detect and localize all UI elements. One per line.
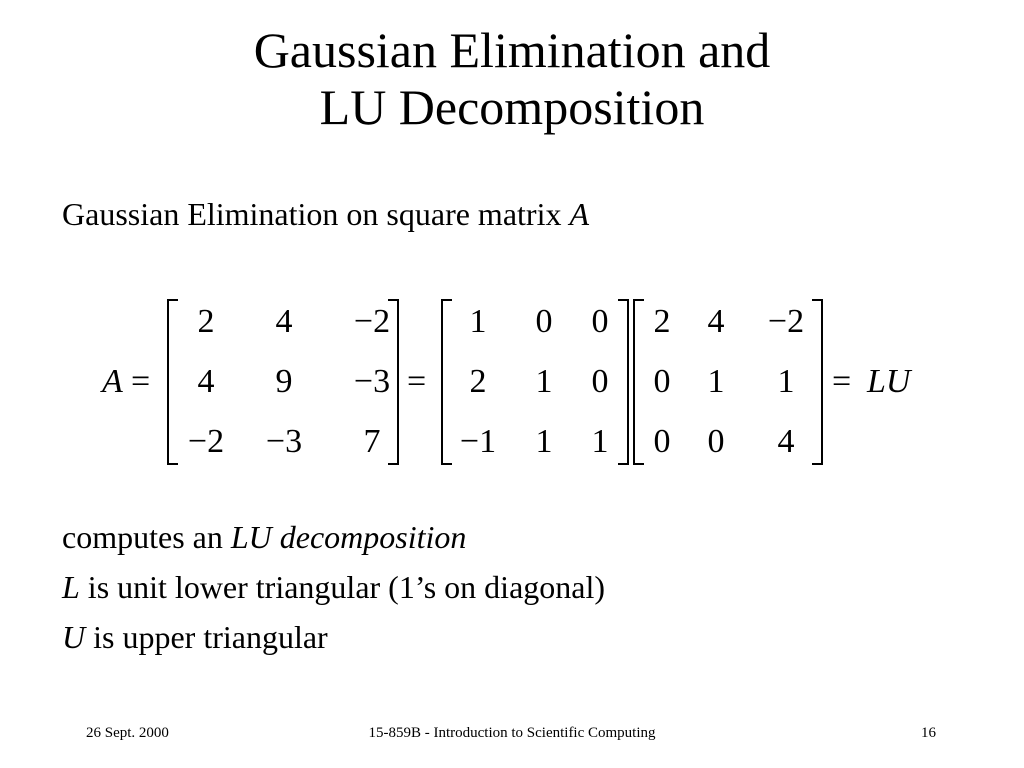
title-line-2: LU Decomposition (319, 79, 705, 135)
slide-title (0, 22, 1024, 136)
matrix-l-cell: 1 (591, 423, 609, 460)
matrix-l-cell: 2 (469, 363, 487, 400)
matrix-a-cell: −3 (353, 363, 391, 400)
matrix-l-cell: 0 (591, 303, 609, 340)
matrix-u-cell: 1 (707, 363, 725, 400)
matrix-a-cell: −2 (353, 303, 391, 340)
lu-equation (0, 298, 1024, 466)
equals-sign-3: = (832, 363, 852, 400)
matrix-u-cell: 4 (707, 303, 725, 340)
intro-variable: A (569, 196, 589, 232)
matrix-a-cell: −3 (265, 423, 303, 460)
line2-variable: L (62, 569, 80, 605)
matrix-u (632, 298, 824, 466)
matrix-l-cell: 1 (535, 423, 553, 460)
matrix-a-cell: 7 (363, 423, 381, 460)
matrix-u-cell: 0 (653, 363, 671, 400)
matrix-l-cell: 0 (591, 363, 609, 400)
equals-sign-1: = (131, 363, 151, 400)
matrix-a-cell: 4 (197, 363, 215, 400)
matrix-l-cell: 1 (469, 303, 487, 340)
equation-rhs: LU (867, 363, 911, 400)
matrix-u-cell: −2 (767, 303, 805, 340)
line2-text: is unit lower triangular (1’s on diagonal) (79, 569, 606, 605)
matrix-u-cell: 2 (653, 303, 671, 340)
explanation-lines (62, 512, 605, 662)
line1-italic: LU decomposition (230, 519, 467, 555)
equation-lhs: A (102, 363, 123, 400)
footer-course: 15-859B - Introduction to Scientific Computing (368, 725, 656, 741)
matrix-a-cell: 2 (197, 303, 215, 340)
matrix-a-cell: 9 (275, 363, 293, 400)
matrix-l-cell: 0 (535, 303, 553, 340)
explanation-line-2 (62, 562, 605, 612)
intro-text (62, 194, 589, 234)
explanation-line-3 (62, 612, 605, 662)
title-line-1: Gaussian Elimination and (253, 22, 771, 78)
matrix-l-cell: 1 (535, 363, 553, 400)
matrix-a (166, 298, 400, 466)
matrix-l (440, 298, 630, 466)
matrix-u-cell: 1 (777, 363, 795, 400)
equals-sign-2: = (407, 363, 427, 400)
line3-variable: U (62, 619, 86, 655)
matrix-a-cell: −2 (187, 423, 225, 460)
line1-text: computes an (62, 519, 231, 555)
explanation-line-1 (62, 512, 605, 562)
footer-date: 26 Sept. 2000 (86, 725, 169, 741)
matrix-u-cell: 0 (707, 423, 725, 460)
matrix-l-cell: −1 (459, 423, 497, 460)
footer-page-number: 16 (921, 725, 936, 741)
matrix-u-cell: 4 (777, 423, 795, 460)
line3-text: is upper triangular (85, 619, 328, 655)
matrix-a-cell: 4 (275, 303, 293, 340)
matrix-u-cell: 0 (653, 423, 671, 460)
intro-label: Gaussian Elimination on square matrix (62, 196, 570, 232)
